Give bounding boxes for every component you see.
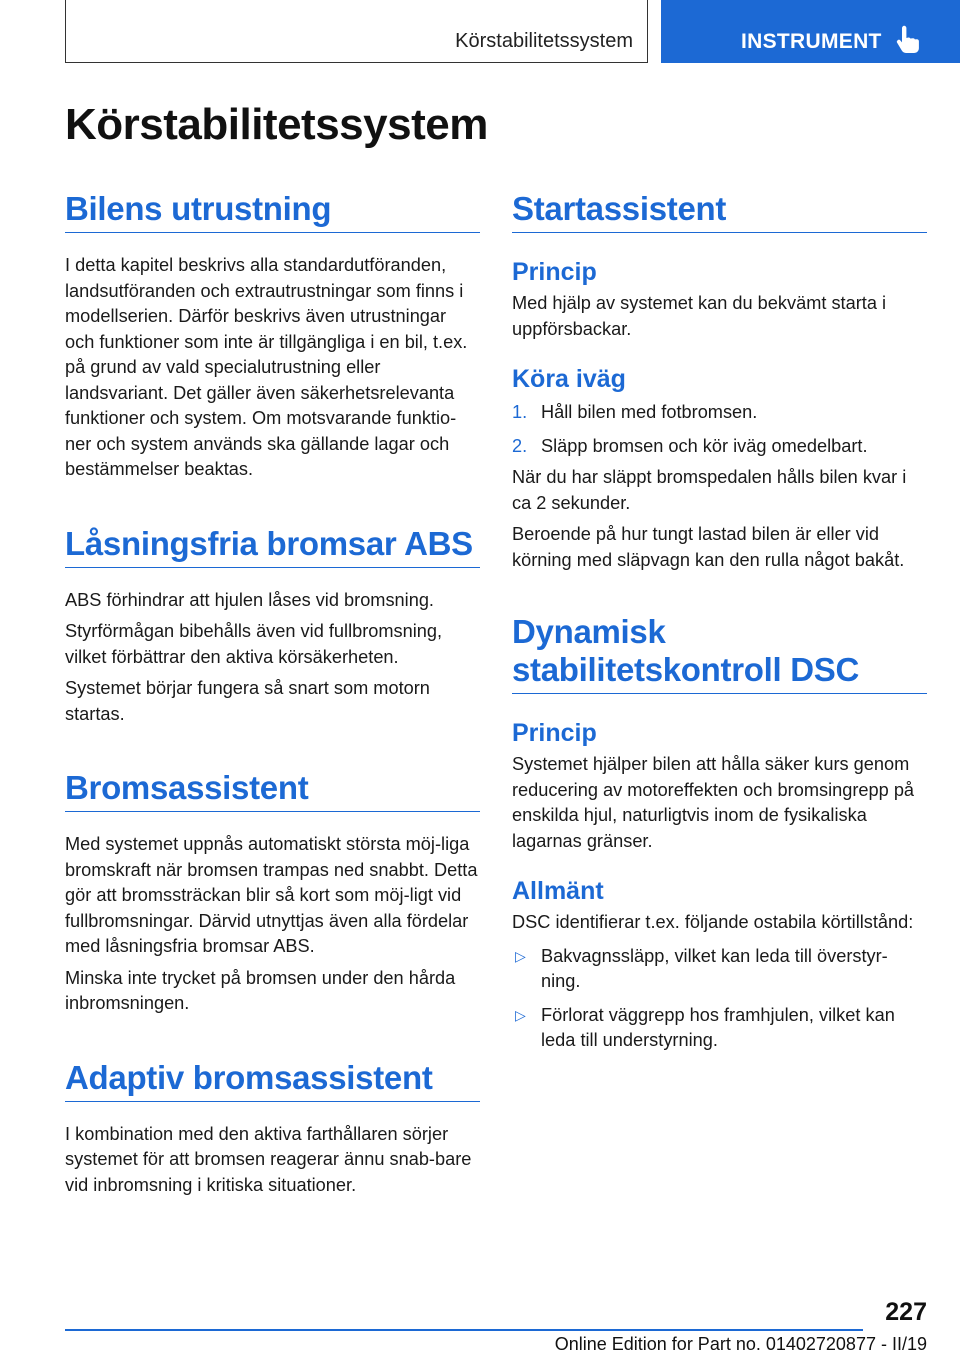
list-item	[512, 944, 927, 995]
page-number: 227	[885, 1298, 927, 1326]
paragraph: Beroende på hur tungt lastad bilen är eller vid körning med släpvagn kan den rulla något bakåt.	[512, 524, 905, 570]
heading-adaptiv-bromsassistent: Adaptiv bromsassistent	[65, 1059, 480, 1102]
bullet-list	[512, 944, 927, 1054]
edition-text: Online Edition for Part no. 01402720877 - II/19	[554, 1334, 927, 1354]
triangle-bullet-icon: ▷	[515, 947, 526, 964]
bullet-text: Förlorat väggrepp hos framhjulen, vilket kan leda till understyrning.	[541, 1004, 895, 1050]
paragraph: DSC identifierar t.ex. följande ostabila körtillstånd:	[512, 912, 914, 932]
step-number: 2.	[512, 435, 528, 456]
header-chapter-label: INSTRUMENT	[741, 30, 882, 53]
page-title: Körstabilitetssystem	[65, 100, 488, 149]
header-section-title: Körstabilitetssystem	[455, 30, 633, 52]
subheading-allmant: Allmänt	[512, 877, 604, 905]
heading-startassistent: Startassistent	[512, 190, 927, 233]
right-column	[512, 190, 927, 1054]
pointing-hand-icon	[895, 25, 921, 55]
subheading-princip: Princip	[512, 258, 597, 286]
paragraph: Systemet börjar fungera så snart som motorn startas.	[65, 678, 430, 724]
step-text: Släpp bromsen och kör iväg omedelbart.	[541, 435, 868, 456]
list-item	[512, 1003, 927, 1054]
left-column	[65, 190, 480, 1198]
heading-bromsassistent: Bromsassistent	[65, 769, 480, 812]
heading-bilens-utrustning: Bilens utrustning	[65, 190, 480, 233]
paragraph: Med hjälp av systemet kan du bekvämt starta i uppförsbackar.	[512, 293, 887, 339]
step-number: 1.	[512, 402, 528, 422]
heading-dsc: Dynamisk stabilitetskontroll DSC	[512, 613, 927, 694]
list-item	[512, 400, 927, 426]
paragraph: Styrförmågan bibehålls även vid fullbromsning, vilket förbättrar den aktiva körsäkerheten.	[65, 621, 443, 667]
subheading-kora-ivag: Köra iväg	[512, 365, 626, 393]
steps-list	[512, 400, 927, 459]
paragraph: ABS förhindrar att hjulen låses vid bromsning.	[65, 589, 434, 610]
subheading-princip: Princip	[512, 719, 597, 747]
paragraph: Systemet hjälper bilen att hålla säker kurs genom reducering av motoreffekten och bromsingrepp på enskilda hjul, naturligtvis inom de fysikaliska lagarnas gränser.	[512, 754, 915, 851]
paragraph: Med systemet uppnås automatiskt största möj-liga bromskraft när bromsen trampas ned snabbt. Detta gör att bromssträckan blir så kort som möj-ligt vid fullbromsningar. Därvid utnyttjas även alla fördelar med låsningsfria bromsar ABS.	[65, 834, 478, 956]
paragraph: I detta kapitel beskrivs alla standardutföranden, landsutföranden och extrautrustningar som finns i modellserien. Därför beskrivs även utrustningar och funktioner som inte är tillgängliga i en bil, t.ex. på grund av vald specialutrustning eller landsvariant. Det gäller även säkerhetsrelevanta funktioner och system. Om motsvarande funktio-ner och system används ska gällande lagar och bestämmelser beaktas.	[65, 255, 468, 479]
heading-abs: Låsningsfria bromsar ABS	[65, 525, 480, 568]
header-chapter-tab[interactable]	[661, 0, 960, 63]
footer-divider	[65, 1329, 863, 1331]
paragraph: Minska inte trycket på bromsen under den hårda inbromsningen.	[65, 967, 456, 1013]
list-item	[512, 434, 927, 460]
step-text: Håll bilen med fotbromsen.	[541, 402, 758, 422]
triangle-bullet-icon: ▷	[515, 1006, 526, 1023]
bullet-text: Bakvagnssläpp, vilket kan leda till överstyr-ning.	[541, 945, 888, 991]
paragraph: I kombination med den aktiva farthållaren sörjer systemet för att bromsen reagerar ännu snab-bare vid inbromsning i kritiska situationer.	[65, 1123, 472, 1195]
header-section-tab	[65, 0, 648, 63]
paragraph: När du har släppt bromspedalen hålls bilen kvar i ca 2 sekunder.	[512, 467, 907, 513]
